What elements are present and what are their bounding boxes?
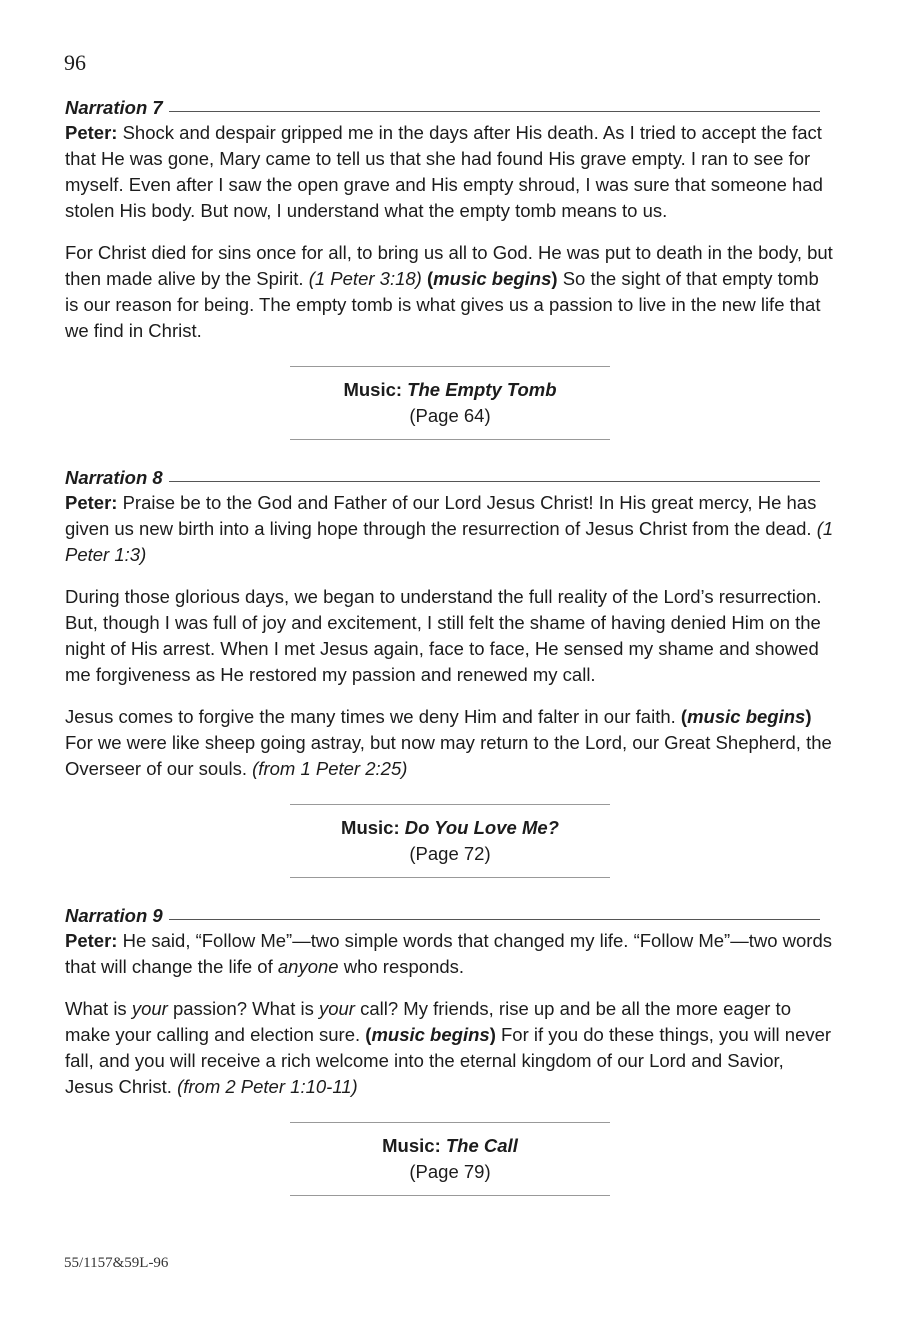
narration-8-heading [65,466,835,490]
narration-8-paragraph-3: Jesus comes to forgive the many times we deny Him and falter in our faith. (music begins) For we were like sheep going astray, but now may return to the Lord, our Great Shepherd, the Overseer of our souls. (from 1 Peter 2:25) [65,706,832,779]
scripture-reference: (1 Peter 3:18) [308,268,422,289]
music-cue: music begins [687,706,806,727]
song-title: The Empty Tomb [407,379,557,400]
narration-title: Narration 9 [65,905,163,926]
divider [290,439,610,440]
footer-code: 55/1157&59L-96 [64,1255,169,1271]
divider [290,1122,610,1123]
divider [290,1195,610,1196]
scripture-reference: (1 Peter 1:3) [65,518,834,565]
music-cue-block-2: Music: Do You Love Me? (Page 72) [65,804,835,878]
scripture-reference: (from 2 Peter 1:10-11) [177,1076,358,1097]
music-cue-block-3: Music: The Call (Page 79) [65,1122,835,1196]
song-page: (Page 72) [409,843,491,864]
narration-title: Narration 8 [65,467,163,488]
speaker-label: Peter: [65,492,118,513]
song-title: Do You Love Me? [404,817,559,838]
divider [290,877,610,878]
music-cue-block-1: Music: The Empty Tomb (Page 64) [65,366,835,440]
divider [290,366,610,367]
heading-rule [169,481,820,482]
narration-8-paragraph-1: Peter: Praise be to the God and Father of our Lord Jesus Christ! In His great mercy, He has given us new birth into a living hope through the resurrection of Jesus Christ from the dead. (1 Peter 1:3) [65,492,834,565]
speaker-label: Peter: [65,930,118,951]
heading-rule [169,111,820,112]
song-page: (Page 79) [409,1161,491,1182]
heading-rule [169,919,820,920]
narration-9-heading [65,904,835,928]
music-cue: music begins [371,1024,490,1045]
music-cue: music begins [433,268,552,289]
narration-7-paragraph-2: For Christ died for sins once for all, to bring us all to God. He was put to death in the body, but then made alive by the Spirit. (1 Peter 3:18) (music begins) So the sight of that empty tomb is our reason for being. The empty tomb is what gives us a passion to live in the new life that we find in Christ. [65,242,833,341]
narration-9-paragraph-2: What is your passion? What is your call? My friends, rise up and be all the more eager to make your calling and election sure. (music begins) For if you do these things, you will never fall, and you will receive a rich welcome into the eternal kingdom of our Lord and Savior, Jesus Christ. (from 2 Peter 1:10-11) [65,998,832,1097]
narration-9-paragraph-1: Peter: He said, “Follow Me”—two simple words that changed my life. “Follow Me”—two words that will change the life of anyone who responds. [65,930,832,977]
song-title: The Call [445,1135,518,1156]
narration-8-paragraph-2: During those glorious days, we began to understand the full reality of the Lord’s resurrection. But, though I was full of joy and excitement, I still felt the shame of having denied Him on the night of His arrest. When I met Jesus again, face to face, He sensed my shame and showed me forgiveness as He restored my passion and renewed my call. [65,586,822,685]
speaker-label: Peter: [65,122,118,143]
song-page: (Page 64) [409,405,491,426]
scripture-reference: (from 1 Peter 2:25) [252,758,408,779]
page-number: 96 [64,50,86,75]
page-content [65,96,835,1222]
narration-7-paragraph-1: Peter: Shock and despair gripped me in the days after His death. As I tried to accept the fact that He was gone, Mary came to tell us that she had found His grave empty. I ran to see for myself. Even after I saw the open grave and His empty shroud, I was sure that someone had stolen His body. But now, I understand what the empty tomb means to us. [65,122,823,221]
narration-title: Narration 7 [65,97,163,118]
divider [290,804,610,805]
narration-7-heading [65,96,835,120]
